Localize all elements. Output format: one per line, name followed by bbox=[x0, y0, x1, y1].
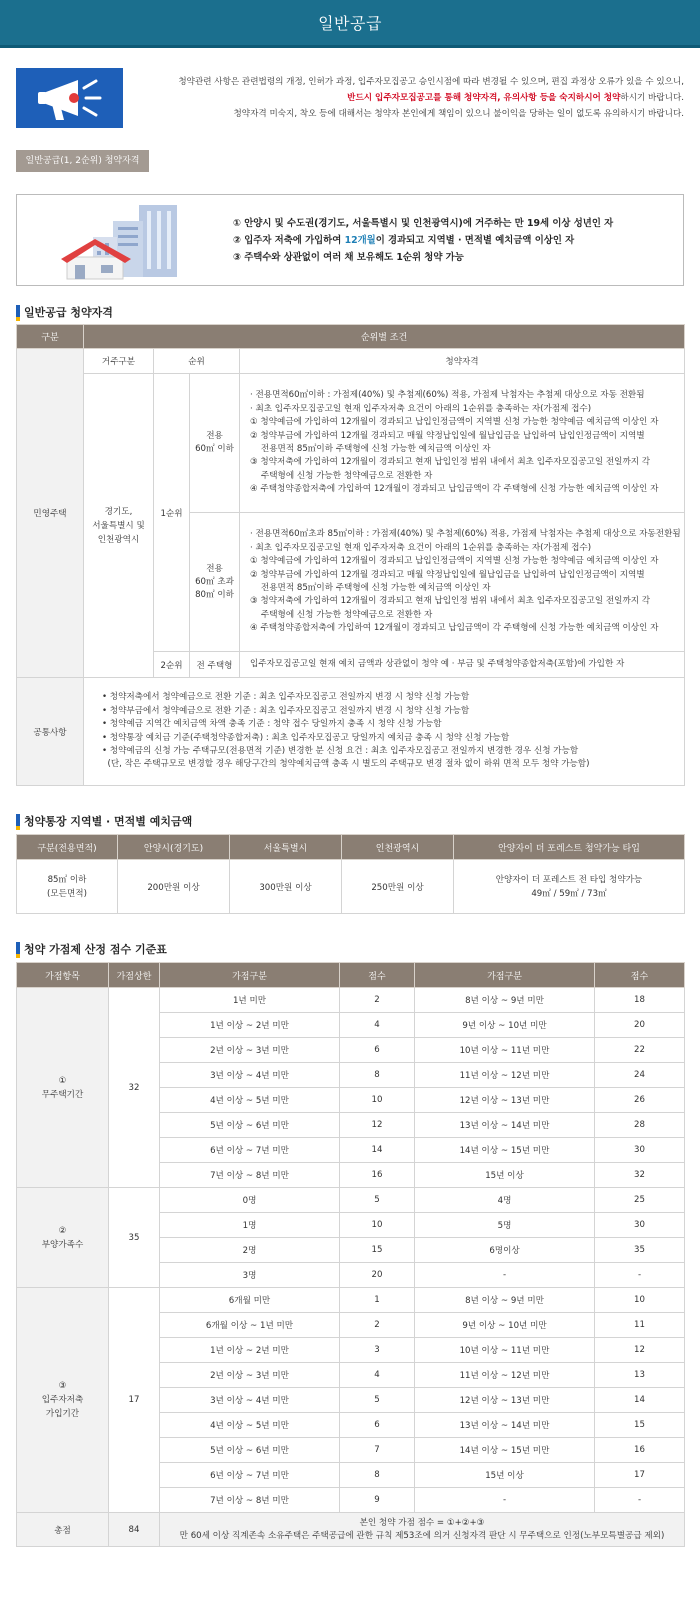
score-points-a: 5 bbox=[340, 1388, 415, 1413]
deposit-incheon: 250만원 이상 bbox=[342, 860, 454, 914]
intro-item-2 bbox=[233, 232, 613, 249]
score-points-b: 30 bbox=[595, 1138, 685, 1163]
deposit-types-line1: 안양자이 더 포레스트 전 타입 청약가능 bbox=[495, 874, 643, 885]
deposit-area: 85㎡ 이하 (모든면적) bbox=[17, 860, 118, 914]
score-points-a: 20 bbox=[340, 1263, 415, 1288]
score-group-max: 32 bbox=[109, 988, 160, 1188]
intro-item-1: ① 안양시 및 수도권(경기도, 서울특별시 및 인천광역시)에 거주하는 만 19세 이상 성년인 자 bbox=[233, 218, 614, 229]
score-table bbox=[16, 962, 685, 1547]
notice-highlight: 반드시 입주자모집공고를 통해 청약자격, 유의사항 등을 숙지하시어 청약 bbox=[347, 93, 621, 103]
intro-item-2-highlight: 12개월 bbox=[344, 235, 376, 246]
score-col-points-a: 점수 bbox=[340, 963, 415, 988]
col-rank: 순위 bbox=[154, 349, 240, 374]
score-range-b: 4명 bbox=[415, 1188, 595, 1213]
text-line: ④ 주택청약종합저축에 가입하여 12개월이 경과되고 납입금액이 각 주택형에 신청 가능한 예치금액 이상인 자 bbox=[250, 623, 659, 634]
notice-line-1: 청약관련 사항은 관련법령의 개정, 인허가 과정, 입주자모집공고 승인시점에 따라 변경될 수 있으며, 편집 과정상 오류가 있을 수 있으니, bbox=[178, 77, 684, 87]
score-range-b: 13년 이상 ~ 14년 미만 bbox=[415, 1113, 595, 1138]
score-range-a: 1년 이상 ~ 2년 미만 bbox=[160, 1013, 340, 1038]
score-points-a: 5 bbox=[340, 1188, 415, 1213]
score-points-a: 15 bbox=[340, 1238, 415, 1263]
score-range-a: 7년 이상 ~ 8년 미만 bbox=[160, 1163, 340, 1188]
common-label: 공통사항 bbox=[17, 678, 84, 786]
qual-text-60-lines bbox=[250, 389, 674, 496]
score-group-max: 17 bbox=[109, 1288, 160, 1513]
col-gubun: 구분 bbox=[17, 325, 84, 349]
page-title: 일반공급 bbox=[318, 14, 382, 33]
score-range-b: 12년 이상 ~ 13년 미만 bbox=[415, 1388, 595, 1413]
deposit-col-seoul: 서울특별시 bbox=[230, 835, 342, 860]
col-cond: 순위별 조건 bbox=[84, 325, 685, 349]
score-points-b: 32 bbox=[595, 1163, 685, 1188]
deposit-anyang: 200만원 이상 bbox=[118, 860, 230, 914]
score-points-b: 10 bbox=[595, 1288, 685, 1313]
score-range-a: 5년 이상 ~ 6년 미만 bbox=[160, 1438, 340, 1463]
score-points-a: 7 bbox=[340, 1438, 415, 1463]
score-range-b: 8년 이상 ~ 9년 미만 bbox=[415, 988, 595, 1013]
score-col-points-b: 점수 bbox=[595, 963, 685, 988]
score-points-b: 20 bbox=[595, 1013, 685, 1038]
score-points-a: 8 bbox=[340, 1063, 415, 1088]
area-all-cell: 전 주택형 bbox=[190, 652, 240, 678]
score-points-b: 15 bbox=[595, 1413, 685, 1438]
score-range-b: 15년 이상 bbox=[415, 1163, 595, 1188]
total-line-1: 본인 청약 가점 점수 = ①+②+③ bbox=[359, 1517, 485, 1528]
text-line: ③ 청약저축에 가입하여 12개월이 경과되고 현재 납입인정 범위 내에서 최초 입주자모집공고일 전일까지 각 bbox=[250, 457, 651, 468]
notice-line-3: 청약자격 미숙지, 착오 등에 대해서는 청약자 본인에게 책임이 있으니 불이익을 당하는 일이 없도록 유의하시기 바랍니다. bbox=[233, 109, 684, 119]
deposit-col-incheon: 인천광역시 bbox=[342, 835, 454, 860]
text-line: · 전용면적60㎡이하 : 가점제(40%) 및 추첨제(60%) 적용, 가점제 낙첨자는 추첨제 대상으로 자동 전환됨 bbox=[250, 390, 645, 401]
score-range-b: 14년 이상 ~ 15년 미만 bbox=[415, 1138, 595, 1163]
intro-item-2-post: 이 경과되고 지역별 · 면적별 예치금액 이상인 자 bbox=[375, 235, 575, 246]
col-qual: 청약자격 bbox=[240, 349, 685, 374]
common-lines bbox=[102, 691, 674, 771]
building-icon bbox=[53, 203, 183, 281]
text-line: ② 청약부금에 가입하여 12개월 경과되고 매월 약정납입일에 월납입금을 납입하여 납입인정금액이 지역별 bbox=[250, 569, 645, 580]
score-col-range-b: 가점구분 bbox=[415, 963, 595, 988]
notice-line-2-tail: 하시기 바랍니다. bbox=[620, 93, 684, 103]
score-range-b: 5명 bbox=[415, 1213, 595, 1238]
score-range-a: 0명 bbox=[160, 1188, 340, 1213]
score-range-a: 3명 bbox=[160, 1263, 340, 1288]
score-points-b: - bbox=[595, 1488, 685, 1513]
text-line: ① 청약예금에 가입하여 12개월이 경과되고 납입인정금액이 지역별 신청 가능한 청약예금 예치금액 이상인 자 bbox=[250, 556, 659, 567]
text-line: • 청약예금의 신청 가능 주택규모(전용면적 기준) 변경한 분 신청 요건 : 최초 입주자모집공고 전일까지 변경한 경우 신청 가능함 bbox=[102, 745, 579, 756]
score-points-b: 16 bbox=[595, 1438, 685, 1463]
score-range-a: 2명 bbox=[160, 1238, 340, 1263]
intro-box bbox=[16, 194, 684, 286]
text-line: 전용면적 85㎡이하 주택형에 신청 가능한 예치금액 이상인 자 bbox=[250, 583, 491, 593]
score-points-b: 12 bbox=[595, 1338, 685, 1363]
score-range-b: 8년 이상 ~ 9년 미만 bbox=[415, 1288, 595, 1313]
score-points-b: 28 bbox=[595, 1113, 685, 1138]
table-row bbox=[17, 988, 685, 1013]
score-range-a: 2년 이상 ~ 3년 미만 bbox=[160, 1363, 340, 1388]
score-range-a: 1년 미만 bbox=[160, 988, 340, 1013]
notice-banner bbox=[16, 68, 684, 128]
text-line: ① 청약예금에 가입하여 12개월이 경과되고 납입인정금액이 지역별 신청 가능한 청약예금 예치금액 이상인 자 bbox=[250, 417, 659, 428]
qual-text-85 bbox=[240, 513, 685, 652]
deposit-types bbox=[454, 860, 685, 914]
total-line-2: 만 60세 이상 직계존속 소유주택은 주택공급에 관한 규칙 제53조에 의거 신청자격 판단 시 무주택으로 인정(노부모특별공급 제외) bbox=[179, 1530, 665, 1541]
section1-title: 일반공급 청약자격 bbox=[16, 304, 113, 320]
score-range-a: 2년 이상 ~ 3년 미만 bbox=[160, 1038, 340, 1063]
table-row bbox=[17, 1188, 685, 1213]
score-points-a: 9 bbox=[340, 1488, 415, 1513]
score-points-b: 18 bbox=[595, 988, 685, 1013]
score-range-b: - bbox=[415, 1488, 595, 1513]
qual-text-85-lines bbox=[250, 528, 681, 635]
col-region: 거주구분 bbox=[84, 349, 154, 374]
qualification-tag: 일반공급(1, 2순위) 청약자격 bbox=[16, 150, 149, 172]
score-range-b: 14년 이상 ~ 15년 미만 bbox=[415, 1438, 595, 1463]
score-range-a: 6년 이상 ~ 7년 미만 bbox=[160, 1463, 340, 1488]
score-range-a: 1년 이상 ~ 2년 미만 bbox=[160, 1338, 340, 1363]
score-points-b: 17 bbox=[595, 1463, 685, 1488]
rank2-text: 입주자모집공고일 현재 예치 금액과 상관없이 청약 예 · 부금 및 주택청약종합저축(포함)에 가입한 자 bbox=[240, 652, 685, 678]
score-range-b: 13년 이상 ~ 14년 미만 bbox=[415, 1413, 595, 1438]
page-header bbox=[0, 0, 700, 48]
qual-text-60 bbox=[240, 374, 685, 513]
text-line: · 전용면적60㎡초과 85㎡이하 : 가점제(40%) 및 추첨제(60%) 적용, 가점제 낙첨자는 추첨제 대상으로 자동전환됨 bbox=[250, 529, 681, 540]
deposit-col-anyang: 안양시(경기도) bbox=[118, 835, 230, 860]
score-range-b: 15년 이상 bbox=[415, 1463, 595, 1488]
score-col-max: 가점상한 bbox=[109, 963, 160, 988]
intro-item-2-pre: ② 입주자 저축에 가입하여 bbox=[233, 235, 345, 246]
score-range-a: 3년 이상 ~ 4년 미만 bbox=[160, 1063, 340, 1088]
qualification-table bbox=[16, 324, 685, 786]
score-points-b: 13 bbox=[595, 1363, 685, 1388]
intro-item-3: ③ 주택수와 상관없이 여러 채 보유해도 1순위 청약 가능 bbox=[233, 252, 464, 263]
score-range-a: 7년 이상 ~ 8년 미만 bbox=[160, 1488, 340, 1513]
text-line: · 최초 입주자모집공고일 현재 입주자저축 요건이 아래의 1순위를 충족하는 자(가점제 접수) bbox=[250, 542, 592, 553]
text-line: 주택형에 신청 가능한 청약예금으로 전환한 자 bbox=[250, 470, 433, 481]
score-range-b: 10년 이상 ~ 11년 미만 bbox=[415, 1038, 595, 1063]
table-row bbox=[17, 1288, 685, 1313]
score-points-a: 10 bbox=[340, 1213, 415, 1238]
score-points-b: 26 bbox=[595, 1088, 685, 1113]
section2-title: 청약통장 지역별 · 면적별 예치금액 bbox=[16, 813, 192, 829]
area-60-85-cell: 전용 60㎡ 초과 80㎡ 이하 bbox=[190, 513, 240, 652]
score-group-label: ③ 입주자저축 가입기간 bbox=[17, 1288, 109, 1513]
score-points-a: 2 bbox=[340, 1313, 415, 1338]
score-range-b: 9년 이상 ~ 10년 미만 bbox=[415, 1313, 595, 1338]
total-text bbox=[160, 1513, 685, 1547]
score-range-b: 6명이상 bbox=[415, 1238, 595, 1263]
score-range-a: 1명 bbox=[160, 1213, 340, 1238]
score-group-max: 35 bbox=[109, 1188, 160, 1288]
notice-line-2 bbox=[128, 90, 684, 106]
score-points-a: 16 bbox=[340, 1163, 415, 1188]
area-60-cell: 전용 60㎡ 이하 bbox=[190, 374, 240, 513]
score-range-a: 4년 이상 ~ 5년 미만 bbox=[160, 1088, 340, 1113]
score-points-a: 6 bbox=[340, 1413, 415, 1438]
section3-title: 청약 가점제 산정 점수 기준표 bbox=[16, 941, 167, 957]
deposit-types-line2: 49㎡ / 59㎡ / 73㎡ bbox=[531, 888, 607, 899]
text-line: • 청약통장 예치금 기준(주택청약종합저축) : 최초 입주자모집공고 당일까지 예치금 충족 시 청약 신청 가능함 bbox=[102, 732, 510, 743]
score-points-b: 14 bbox=[595, 1388, 685, 1413]
text-line: ③ 청약저축에 가입하여 12개월이 경과되고 현재 납입인정 범위 내에서 최초 입주자모집공고일 전일까지 각 bbox=[250, 596, 651, 607]
score-range-b: 9년 이상 ~ 10년 미만 bbox=[415, 1013, 595, 1038]
deposit-col-area: 구분(전용면적) bbox=[17, 835, 118, 860]
megaphone-icon bbox=[16, 68, 123, 128]
score-range-a: 6개월 이상 ~ 1년 미만 bbox=[160, 1313, 340, 1338]
text-line: (단, 작은 주택규모로 변경할 경우 해당구간의 청약예치금액 충족 시 별도의 주택규모 변경 절차 없이 하위 면적 모두 청약 가능함) bbox=[102, 759, 590, 770]
score-range-b: 11년 이상 ~ 12년 미만 bbox=[415, 1063, 595, 1088]
common-text bbox=[84, 678, 685, 786]
score-points-b: 22 bbox=[595, 1038, 685, 1063]
housing-type: 민영주택 bbox=[17, 349, 84, 678]
score-group-label: ① 무주택기간 bbox=[17, 988, 109, 1188]
score-points-a: 2 bbox=[340, 988, 415, 1013]
score-points-a: 1 bbox=[340, 1288, 415, 1313]
text-line: 주택형에 신청 가능한 청약예금으로 전환한 자 bbox=[250, 609, 433, 620]
score-col-item: 가점항목 bbox=[17, 963, 109, 988]
score-points-a: 10 bbox=[340, 1088, 415, 1113]
total-label: 총점 bbox=[17, 1513, 109, 1547]
text-line: • 청약예금 지역간 예치금액 차액 충족 기준 : 청약 접수 당일까지 충족 시 청약 신청 가능함 bbox=[102, 719, 442, 730]
score-range-b: 12년 이상 ~ 13년 미만 bbox=[415, 1088, 595, 1113]
score-points-b: 24 bbox=[595, 1063, 685, 1088]
score-range-a: 5년 이상 ~ 6년 미만 bbox=[160, 1113, 340, 1138]
score-points-a: 12 bbox=[340, 1113, 415, 1138]
score-points-b: 11 bbox=[595, 1313, 685, 1338]
score-points-b: - bbox=[595, 1263, 685, 1288]
score-points-a: 14 bbox=[340, 1138, 415, 1163]
deposit-col-types: 안양자이 더 포레스트 청약가능 타입 bbox=[454, 835, 685, 860]
score-points-a: 4 bbox=[340, 1013, 415, 1038]
score-points-a: 3 bbox=[340, 1338, 415, 1363]
region-cell: 경기도, 서울특별시 및 인천광역시 bbox=[84, 374, 154, 678]
deposit-seoul: 300만원 이상 bbox=[230, 860, 342, 914]
score-points-a: 4 bbox=[340, 1363, 415, 1388]
score-body bbox=[17, 988, 685, 1513]
score-range-a: 6년 이상 ~ 7년 미만 bbox=[160, 1138, 340, 1163]
text-line: • 청약저축에서 청약예금으로 전환 기준 : 최초 입주자모집공고 전일까지 변경 시 청약 신청 가능함 bbox=[102, 692, 470, 703]
score-range-b: 10년 이상 ~ 11년 미만 bbox=[415, 1338, 595, 1363]
score-range-b: 11년 이상 ~ 12년 미만 bbox=[415, 1363, 595, 1388]
total-max: 84 bbox=[109, 1513, 160, 1547]
score-group-label: ② 부양가족수 bbox=[17, 1188, 109, 1288]
score-points-a: 6 bbox=[340, 1038, 415, 1063]
score-points-b: 25 bbox=[595, 1188, 685, 1213]
text-line: 전용면적 85㎡이하 주택형에 신청 가능한 예치금액 이상인 자 bbox=[250, 444, 491, 454]
score-points-a: 8 bbox=[340, 1463, 415, 1488]
score-range-a: 3년 이상 ~ 4년 미만 bbox=[160, 1388, 340, 1413]
score-col-range-a: 가점구분 bbox=[160, 963, 340, 988]
score-points-b: 30 bbox=[595, 1213, 685, 1238]
score-range-b: - bbox=[415, 1263, 595, 1288]
score-range-a: 4년 이상 ~ 5년 미만 bbox=[160, 1413, 340, 1438]
text-line: · 최초 입주자모집공고일 현재 입주자저축 요건이 아래의 1순위를 충족하는 자(가점제 접수) bbox=[250, 403, 592, 414]
text-line: ② 청약부금에 가입하여 12개월 경과되고 매월 약정납입일에 월납입금을 납입하여 납입인정금액이 지역별 bbox=[250, 430, 645, 441]
rank2-cell: 2순위 bbox=[154, 652, 190, 678]
text-line: ④ 주택청약종합저축에 가입하여 12개월이 경과되고 납입금액이 각 주택형에 신청 가능한 예치금액 이상인 자 bbox=[250, 484, 659, 495]
rank1-cell: 1순위 bbox=[154, 374, 190, 652]
text-line: • 청약부금에서 청약예금으로 전환 기준 : 최초 입주자모집공고 전일까지 변경 시 청약 신청 가능함 bbox=[102, 705, 470, 716]
score-range-a: 6개월 미만 bbox=[160, 1288, 340, 1313]
deposit-table bbox=[16, 834, 685, 914]
score-points-b: 35 bbox=[595, 1238, 685, 1263]
